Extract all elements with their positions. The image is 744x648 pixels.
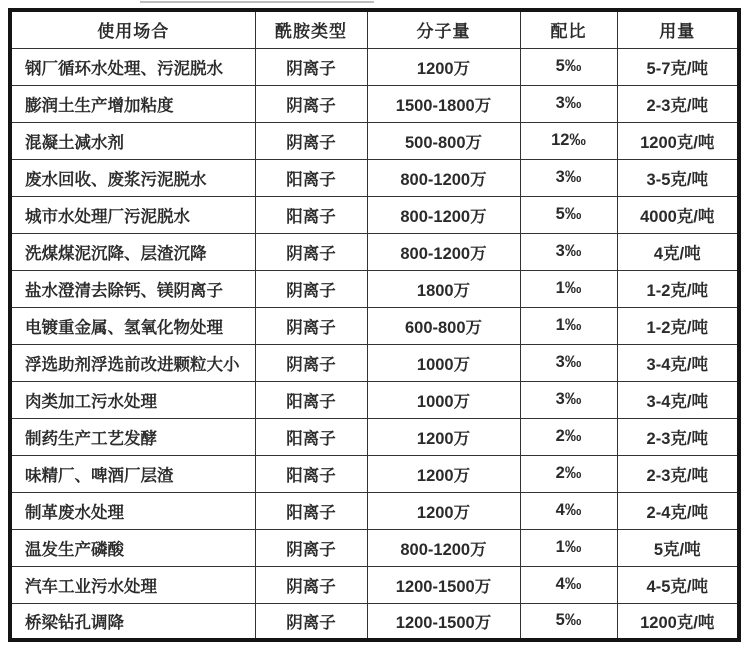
top-artifact-line (140, 1, 374, 3)
table-row (10, 455, 739, 492)
table-cell-usage: 浮选助剂浮选前改进颗粒大小 (10, 344, 255, 381)
table-cell-usage: 肉类加工污水处理 (10, 381, 255, 418)
table-cell-ratio: 1‰ (520, 270, 617, 307)
table-cell-dosage: 4000克/吨 (617, 196, 739, 233)
table-cell-usage: 制药生产工艺发酵 (10, 418, 255, 455)
table-cell-ratio: 3‰ (520, 85, 617, 122)
table-row (10, 270, 739, 307)
table-cell-molecular-weight: 1200-1500万 (367, 566, 520, 603)
table-row (10, 159, 739, 196)
table-cell-ratio: 2‰ (520, 418, 617, 455)
table-cell-ratio: 5‰ (520, 603, 617, 640)
table-cell-molecular-weight: 1000万 (367, 381, 520, 418)
header-molecular-weight: 分子量 (367, 10, 520, 48)
table-cell-amide-type: 阳离子 (255, 381, 367, 418)
usage-table (8, 8, 741, 642)
table-header (10, 10, 739, 48)
table-cell-ratio: 3‰ (520, 159, 617, 196)
table-cell-ratio: 3‰ (520, 233, 617, 270)
table-cell-ratio: 2‰ (520, 455, 617, 492)
table-cell-amide-type: 阳离子 (255, 492, 367, 529)
table-cell-molecular-weight: 1200万 (367, 418, 520, 455)
table-cell-molecular-weight: 1200-1500万 (367, 603, 520, 640)
header-amide-type: 酰胺类型 (255, 10, 367, 48)
table-cell-amide-type: 阳离子 (255, 196, 367, 233)
table-cell-usage: 温发生产磷酸 (10, 529, 255, 566)
table-cell-usage: 洗煤煤泥沉降、层渣沉降 (10, 233, 255, 270)
table-cell-usage: 混凝土减水剂 (10, 122, 255, 159)
table-row (10, 381, 739, 418)
table-cell-dosage: 1200克/吨 (617, 603, 739, 640)
table-row (10, 48, 739, 85)
table-cell-usage: 味精厂、啤酒厂层渣 (10, 455, 255, 492)
table-cell-usage: 膨润土生产增加粘度 (10, 85, 255, 122)
table-cell-dosage: 3-4克/吨 (617, 344, 739, 381)
table-cell-usage: 电镀重金属、氢氧化物处理 (10, 307, 255, 344)
table-row (10, 603, 739, 640)
table-cell-dosage: 1200克/吨 (617, 122, 739, 159)
table-cell-amide-type: 阴离子 (255, 529, 367, 566)
table-cell-dosage: 4克/吨 (617, 233, 739, 270)
table-cell-molecular-weight: 1000万 (367, 344, 520, 381)
table-cell-dosage: 2-3克/吨 (617, 418, 739, 455)
table-cell-dosage: 5克/吨 (617, 529, 739, 566)
table-cell-ratio: 1‰ (520, 529, 617, 566)
table-row (10, 85, 739, 122)
table-cell-ratio: 4‰ (520, 492, 617, 529)
table-cell-molecular-weight: 800-1200万 (367, 529, 520, 566)
table-row (10, 418, 739, 455)
header-usage: 使用场合 (10, 10, 255, 48)
table-cell-dosage: 1-2克/吨 (617, 307, 739, 344)
table-row (10, 344, 739, 381)
table-cell-usage: 城市水处理厂污泥脱水 (10, 196, 255, 233)
table-cell-amide-type: 阴离子 (255, 603, 367, 640)
table-cell-usage: 汽车工业污水处理 (10, 566, 255, 603)
table-cell-amide-type: 阴离子 (255, 85, 367, 122)
table-cell-dosage: 5-7克/吨 (617, 48, 739, 85)
table-cell-amide-type: 阴离子 (255, 233, 367, 270)
table-cell-ratio: 5‰ (520, 196, 617, 233)
table-cell-molecular-weight: 800-1200万 (367, 159, 520, 196)
table-cell-usage: 废水回收、废浆污泥脱水 (10, 159, 255, 196)
table-cell-amide-type: 阴离子 (255, 270, 367, 307)
header-ratio: 配比 (520, 10, 617, 48)
table-cell-molecular-weight: 1200万 (367, 492, 520, 529)
table-row (10, 566, 739, 603)
table-cell-molecular-weight: 800-1200万 (367, 196, 520, 233)
table-cell-molecular-weight: 1200万 (367, 455, 520, 492)
table-cell-dosage: 3-5克/吨 (617, 159, 739, 196)
table-cell-dosage: 2-3克/吨 (617, 455, 739, 492)
table-cell-amide-type: 阴离子 (255, 307, 367, 344)
table-cell-amide-type: 阳离子 (255, 418, 367, 455)
table-cell-molecular-weight: 1200万 (367, 48, 520, 85)
table-cell-usage: 制革废水处理 (10, 492, 255, 529)
table-row (10, 529, 739, 566)
header-row (10, 10, 739, 48)
table-cell-dosage: 3-4克/吨 (617, 381, 739, 418)
table-cell-molecular-weight: 500-800万 (367, 122, 520, 159)
table-row (10, 307, 739, 344)
table-cell-ratio: 5‰ (520, 48, 617, 85)
table-cell-dosage: 4-5克/吨 (617, 566, 739, 603)
table-cell-dosage: 2-3克/吨 (617, 85, 739, 122)
table-cell-amide-type: 阳离子 (255, 159, 367, 196)
table-cell-amide-type: 阴离子 (255, 566, 367, 603)
table-cell-molecular-weight: 600-800万 (367, 307, 520, 344)
table-cell-amide-type: 阳离子 (255, 455, 367, 492)
table-cell-ratio: 4‰ (520, 566, 617, 603)
table-cell-usage: 盐水澄清去除钙、镁阴离子 (10, 270, 255, 307)
table-cell-amide-type: 阴离子 (255, 122, 367, 159)
table-cell-usage: 桥梁钻孔调降 (10, 603, 255, 640)
table-cell-dosage: 2-4克/吨 (617, 492, 739, 529)
table-cell-molecular-weight: 1800万 (367, 270, 520, 307)
table-row (10, 492, 739, 529)
table-cell-amide-type: 阴离子 (255, 48, 367, 85)
table-cell-ratio: 3‰ (520, 344, 617, 381)
table-body (10, 48, 739, 640)
table-cell-molecular-weight: 800-1200万 (367, 233, 520, 270)
table-cell-ratio: 3‰ (520, 381, 617, 418)
table-row (10, 196, 739, 233)
table-cell-molecular-weight: 1500-1800万 (367, 85, 520, 122)
table-row (10, 122, 739, 159)
table-cell-ratio: 1‰ (520, 307, 617, 344)
header-dosage: 用量 (617, 10, 739, 48)
table-row (10, 233, 739, 270)
table-cell-ratio: 12‰ (520, 122, 617, 159)
table-cell-amide-type: 阴离子 (255, 344, 367, 381)
table-cell-dosage: 1-2克/吨 (617, 270, 739, 307)
table-cell-usage: 钢厂循环水处理、污泥脱水 (10, 48, 255, 85)
